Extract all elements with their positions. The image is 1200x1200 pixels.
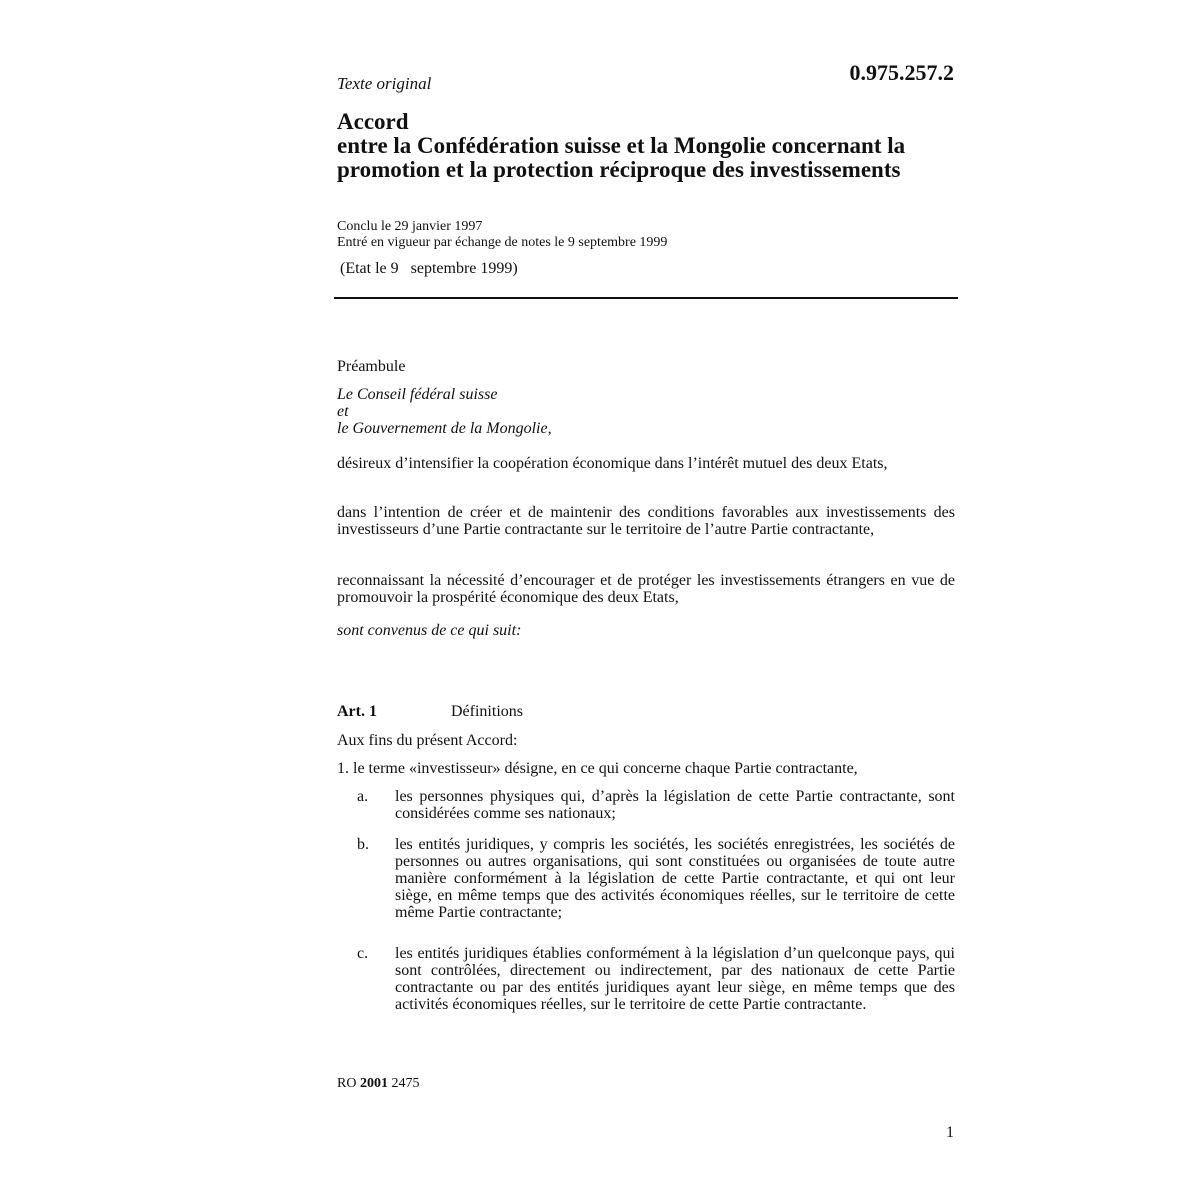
entry-into-force: Entré en vigueur par échange de notes le 9 septembre 1999 <box>337 235 668 250</box>
conclusion-info <box>337 219 667 251</box>
article-title: Définitions <box>451 703 523 720</box>
ro-page: 2475 <box>391 1076 420 1091</box>
subitem-label: c. <box>357 945 369 962</box>
subitem-text: les entités juridiques établies conformément à la législation d’un quelconque pays, qui sont contrôlées, directement ou indirectement, par des nationaux de cette Partie contractante ou par des entités juridiques ayant leur siège, en même temps que des activités économiques réelles, sur le territoire de cette Partie contractante. <box>395 945 955 1013</box>
party-mongolia: le Gouvernement de la Mongolie, <box>337 420 552 437</box>
preamble-paragraph-2: dans l’intention de créer et de maintenir des conditions favorables aux investissements des investisseurs d’une Partie contractante sur le territoire de l’autre Partie contractante, <box>337 504 955 538</box>
article-intro: Aux fins du présent Accord: <box>337 732 518 749</box>
official-compilation-reference <box>337 1076 419 1092</box>
preamble-paragraph-3: reconnaissant la nécessité d’encourager et de protéger les investissements étrangers en vue de promouvoir la prospérité économique des deux Etats, <box>337 572 955 606</box>
original-text-label: Texte original <box>337 74 432 93</box>
ro-year: 2001 <box>359 1076 388 1091</box>
subitem-b <box>357 836 955 921</box>
article-number: Art. 1 <box>337 703 377 720</box>
status-date: (Etat le 9 septembre 1999) <box>340 260 518 277</box>
definition-item-1: 1. le terme «investisseur» désigne, en ce qui concerne chaque Partie contractante, <box>337 760 858 777</box>
page-number: 1 <box>946 1124 954 1141</box>
subitem-label: b. <box>357 836 369 853</box>
ro-prefix: RO <box>337 1076 357 1091</box>
subitem-a <box>357 788 955 822</box>
concluded-date: Conclu le 29 janvier 1997 <box>337 219 483 234</box>
subitem-text: les personnes physiques qui, d’après la législation de cette Partie contractante, sont considérées comme ses nationaux; <box>395 788 955 822</box>
subitem-c <box>357 945 955 1013</box>
title-line-1: Accord <box>337 109 409 134</box>
preamble-heading: Préambule <box>337 358 406 375</box>
header-divider <box>334 297 958 299</box>
party-conjunction: et <box>337 403 349 420</box>
subitem-label: a. <box>357 788 369 805</box>
party-switzerland: Le Conseil fédéral suisse <box>337 386 498 403</box>
sr-number: 0.975.257.2 <box>849 60 954 85</box>
article-heading <box>337 703 955 720</box>
document-title <box>337 110 977 182</box>
preamble-paragraph-1: désireux d’intensifier la coopération économique dans l’intérêt mutuel des deux Etats, <box>337 455 888 472</box>
preamble-conclusion: sont convenus de ce qui suit: <box>337 622 522 639</box>
title-line-2: entre la Confédération suisse et la Mongolie concernant la <box>337 133 906 158</box>
subitem-text: les entités juridiques, y compris les sociétés, les sociétés enregistrées, les sociétés de personnes ou autres organisations, qui sont constituées ou organisées de toute autre manière conformément à la législation de cette Partie contractante, et qui ont leur siège, en même temps que des activités économiques réelles, sur le territoire de cette même Partie contractante; <box>395 836 955 921</box>
contracting-parties <box>337 386 955 437</box>
title-line-3: promotion et la protection réciproque des investissements <box>337 157 901 182</box>
